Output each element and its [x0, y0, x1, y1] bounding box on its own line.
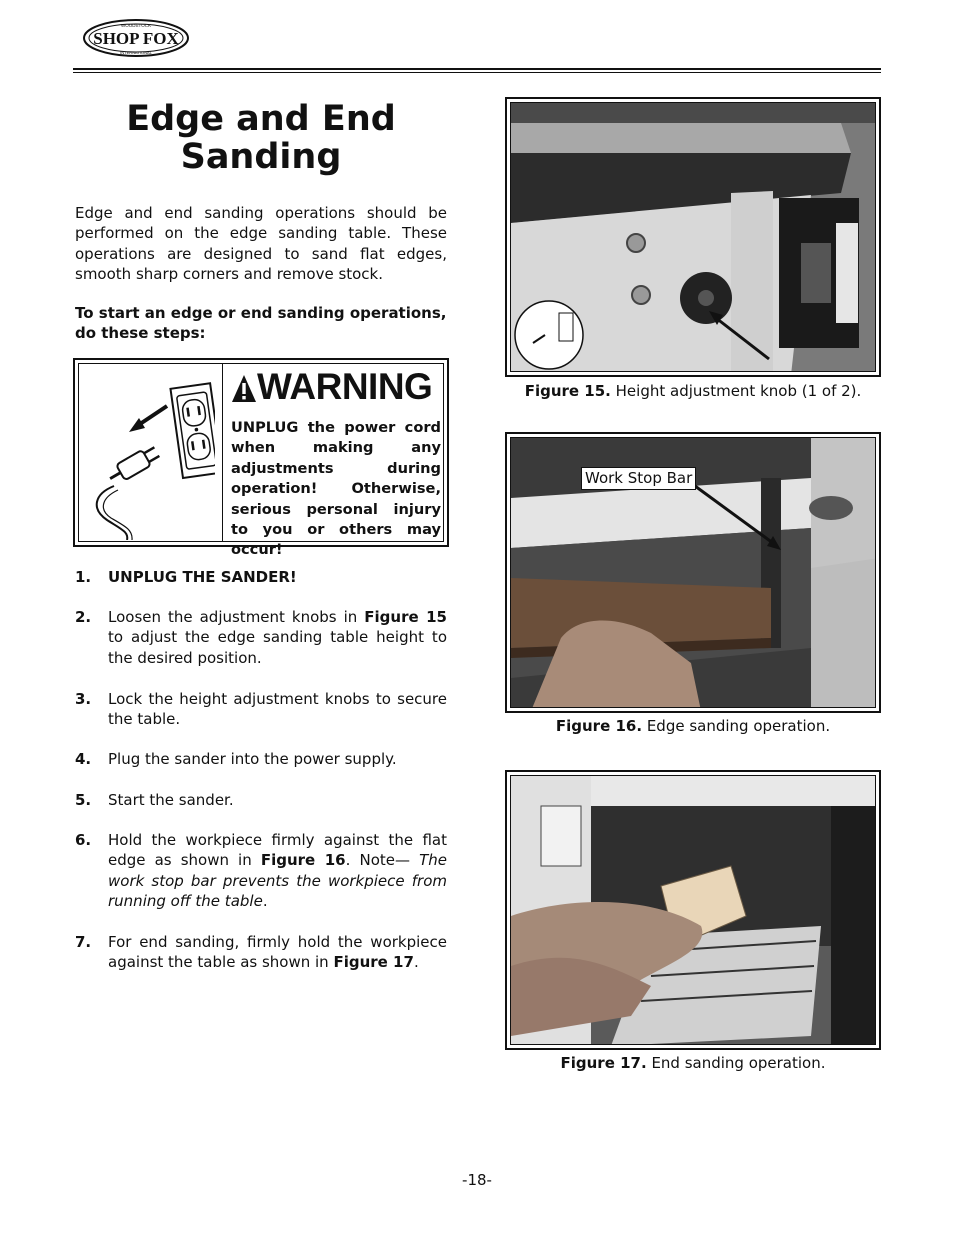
svg-text:SHOP FOX: SHOP FOX: [93, 29, 179, 48]
warning-heading: [231, 368, 443, 408]
work-stop-bar-callout: Work Stop Bar: [581, 467, 696, 490]
page-title: Edge and End Sanding: [126, 99, 396, 177]
intro-paragraph: Edge and end sanding operations should be performed on the edge sanding table. These operations are designed to sand flat edges, smooth sharp corners and remove stock.: [75, 204, 447, 284]
figure-15-caption: Figure 15. Height adjustment knob (1 of 2).: [524, 382, 862, 400]
step-number: 4.: [75, 750, 92, 768]
header-rule: [73, 68, 881, 70]
warning-word: WARNING: [257, 366, 433, 407]
warning-box: [73, 358, 449, 559]
svg-text:INTERNATIONAL: INTERNATIONAL: [120, 50, 152, 55]
figure-17-photo: [505, 770, 881, 1050]
shop-fox-logo: [82, 18, 190, 58]
warning-text: UNPLUG the power cord when making any adjustments during operation! Otherwise, serious personal injury to you or others may occur!: [231, 419, 441, 559]
step-text: Loosen the adjustment knobs in Figure 15 to adjust the edge sanding table height to the desired position.: [108, 608, 447, 667]
header-rule-thin: [73, 72, 881, 73]
step-number: 7.: [75, 933, 92, 951]
step-number: 3.: [75, 690, 92, 708]
step-number: 1.: [75, 568, 92, 586]
step-number: 5.: [75, 791, 92, 809]
step-text: Lock the height adjustment knobs to secure the table.: [108, 690, 447, 729]
figure-16-photo: [505, 432, 881, 713]
step-text: Hold the workpiece firmly against the flat edge as shown in Figure 16. Note— The work stop bar prevents the workpiece from running off the table.: [108, 831, 447, 911]
page-number: -18-: [462, 1171, 492, 1189]
step-text: Start the sander.: [108, 791, 234, 809]
figure-ref: Figure 15: [364, 608, 447, 626]
step-text: Plug the sander into the power supply.: [108, 750, 397, 768]
figure-16-caption: Figure 16. Edge sanding operation.: [555, 717, 831, 735]
figure-15-photo: [505, 97, 881, 377]
figure-17-caption: Figure 17. End sanding operation.: [560, 1054, 826, 1072]
step-number: 2.: [75, 608, 92, 626]
unplug-illustration: [79, 364, 223, 541]
svg-text:WOODSTOCK: WOODSTOCK: [121, 23, 151, 28]
warning-triangle-icon: [231, 374, 257, 404]
steps-lead: To start an edge or end sanding operations, do these steps:: [75, 304, 447, 343]
step-text: UNPLUG THE SANDER!: [108, 568, 297, 586]
figure-ref: Figure 16: [260, 851, 346, 870]
step-text: For end sanding, firmly hold the workpiece against the table as shown in Figure 17.: [108, 933, 447, 972]
figure-ref: Figure 17: [333, 953, 414, 972]
step-number: 6.: [75, 831, 92, 849]
